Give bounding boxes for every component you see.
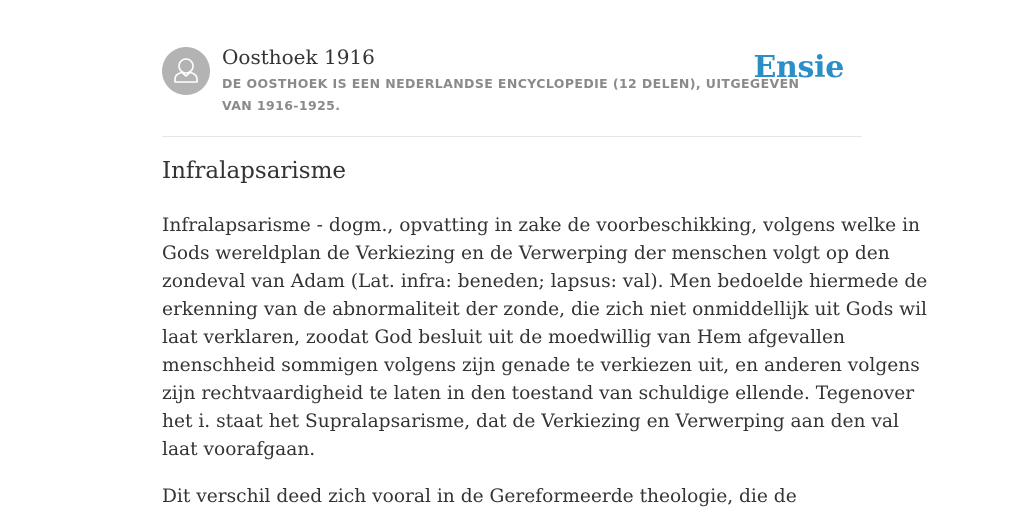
source-description (222, 73, 800, 117)
text-line: laat voorafgaan. (162, 439, 316, 460)
text-line: Infralapsarisme - dogm., opvatting in zake de voorbeschikking, volgens welke in (162, 215, 920, 236)
text-line: laat verklaren, zoodat God besluit uit de moedwillig van Hem afgevallen (162, 327, 845, 348)
source-header (162, 44, 862, 137)
ensie-logo[interactable]: Ensie (753, 50, 844, 85)
text-line: Gods wereldplan de Verkiezing en de Verwerping der menschen volgt op den (162, 243, 890, 264)
text-line: Dit verschil deed zich vooral in de Gereformeerde theologie, die de (162, 486, 797, 507)
avatar[interactable] (162, 47, 210, 95)
article-body (162, 212, 928, 512)
article-title: Infralapsarisme (162, 158, 346, 184)
source-description-line: VAN 1916-1925. (222, 98, 341, 113)
source-title[interactable]: Oosthoek 1916 (222, 45, 375, 69)
user-icon (162, 47, 210, 95)
text-line: zijn rechtvaardigheid te laten in den toestand van schuldige ellende. Tegenover (162, 383, 915, 404)
article-paragraph (162, 212, 928, 464)
text-line: menschheid sommigen volgens zijn genade te verkiezen uit, en anderen volgens (162, 355, 920, 376)
article-paragraph (162, 483, 862, 511)
text-line: erkenning van de abnormaliteit der zonde, die zich niet onmiddellijk uit Gods wil (162, 299, 927, 320)
source-description-line: DE OOSTHOEK IS EEN NEDERLANDSE ENCYCLOPEDIE (12 DELEN), UITGEGEVEN (222, 76, 800, 91)
text-line: het i. staat het Supralapsarisme, dat de Verkiezing en Verwerping aan den val (162, 411, 899, 432)
text-line: zondeval van Adam (Lat. infra: beneden; lapsus: val). Men bedoelde hiermede de (162, 271, 928, 292)
